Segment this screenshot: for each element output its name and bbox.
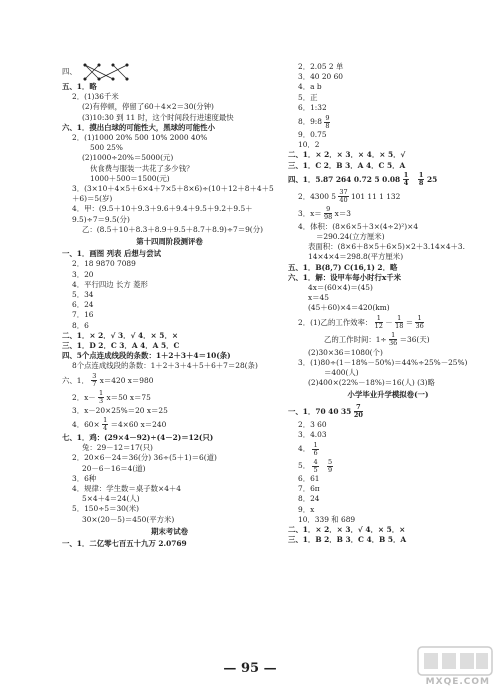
- answer-line: 伙食费与服装一共花了多少钱？: [90, 163, 194, 173]
- answer-line: 4x＝(60×4)＝(45): [308, 283, 373, 293]
- answer-line: [62, 389, 277, 406]
- answer-line: 3．(1)80÷(1－18%－50%)＝44%÷25%－25%): [298, 357, 468, 367]
- fraction: [98, 390, 104, 405]
- fraction: [312, 442, 318, 457]
- denominator: 4: [403, 179, 409, 188]
- answer-line: (2)有停顿，停留了60＋4×2＝30(分钟): [82, 102, 214, 112]
- answer-line: x＝45: [308, 293, 329, 303]
- numerator: 9: [325, 113, 330, 122]
- answer-line: 3．x－20×25%＝20 x＝25: [72, 405, 168, 415]
- numerator: 1: [375, 315, 383, 323]
- item-text: ＝4×60 x＝240: [110, 419, 167, 429]
- numerator: 1: [415, 315, 423, 323]
- fraction: [102, 417, 108, 432]
- answer-line: [288, 331, 488, 348]
- answer-line: 3．(3×10＋4×5＋6×4＋7×5＋8×6)÷(10＋12＋8＋4＋5＋6)＝5(岁): [72, 184, 274, 204]
- denominator: 20: [353, 411, 363, 420]
- answer-line: 5．正: [298, 92, 318, 102]
- answer-line: 7．6π: [298, 484, 320, 494]
- item-text: 四、1．5.87 264 0.72 5 0.08: [288, 174, 403, 184]
- fraction: [389, 332, 397, 347]
- answer-line: 14×4×4＝298.8(平方厘米): [308, 252, 404, 262]
- answer-line: 乙：(8.5＋10＋8.3＋8.9＋9.5＋8.7＋8.9)÷7＝9(分): [82, 224, 263, 234]
- answer-line: 二、1．× 2．× 3．× 4．× 5．√: [288, 150, 406, 160]
- item-text: 3．x＝: [298, 208, 322, 218]
- denominator: 7: [92, 380, 97, 389]
- answer-line: [288, 113, 488, 130]
- answer-line: ＝400(人): [324, 368, 359, 378]
- answer-line: 3．4.03: [298, 429, 327, 439]
- answer-line: 七、1．鸡：(29×4－92)÷(4－2)＝12(只): [62, 432, 214, 442]
- answer-line: 三、1．C 2．B 3．A 4．C 5．A: [288, 160, 406, 170]
- answer-line: 三、1．D 2．C 3．A 4．A 5．C: [62, 341, 180, 351]
- answer-line: 五、1．略: [62, 82, 97, 91]
- fraction: [324, 206, 332, 221]
- numerator: 37: [339, 188, 348, 197]
- answer-line: [288, 457, 488, 474]
- answer-line: [62, 416, 277, 433]
- numerator: 1: [313, 440, 318, 449]
- numerator: 7: [354, 404, 363, 412]
- answer-line: (2)400×(22%－18%)＝16(人) (3)略: [308, 378, 435, 388]
- numerator: 1: [418, 171, 424, 180]
- answer-line: (45＋60)×4＝420(km): [308, 303, 390, 313]
- answer-line: [288, 171, 488, 188]
- answer-line: 10．339 和 689: [298, 514, 356, 524]
- answer-line: (3)10:30 到 11 时，这个时间段行进速度最快: [82, 112, 234, 122]
- answer-line: 3．20: [72, 269, 94, 279]
- fraction: [415, 315, 423, 330]
- denominator: 12: [374, 322, 383, 331]
- answer-line: 5．34: [72, 290, 94, 300]
- answer-line: 1000＋500＝1500(元): [90, 173, 170, 183]
- fraction: [395, 315, 403, 330]
- item-text: x＝420 x＝980: [99, 375, 154, 385]
- denominator: 8: [325, 121, 330, 130]
- section-title: 第十四周阶段测评卷: [136, 237, 203, 247]
- answer-line: (2)30×36＝1080(个): [308, 347, 383, 357]
- item-text: 8．9:8: [298, 117, 325, 127]
- answer-line: 6．24: [72, 300, 94, 310]
- item-text: 25: [426, 174, 438, 184]
- answer-line: 四、5个点连成线段的条数：1＋2＋3＋4＝10(条): [62, 351, 231, 361]
- denominator: 98: [324, 213, 333, 222]
- answer-line: 10．2: [298, 140, 320, 150]
- matching-answer: [62, 62, 277, 82]
- fraction: [418, 172, 425, 187]
- answer-line: 8个点连成线段的条数：1＋2＋3＋4＋5＋6＋7＝28(条): [72, 361, 258, 371]
- section-title: 期末考试卷: [151, 526, 188, 536]
- numerator: 9: [324, 206, 332, 214]
- item-text: 4．: [298, 444, 311, 454]
- answer-line: 2．18 9870 7089: [72, 259, 136, 269]
- answer-line: 8．6: [72, 320, 89, 330]
- answer-line: 4．规律：学生数＝桌子数×4＋4: [72, 483, 181, 493]
- answer-line: 2．20×6－24＝36(分) 36÷(5＋1)＝6(道): [72, 453, 217, 463]
- section-title: 小学毕业升学模拟卷(一): [347, 390, 429, 400]
- page-number: — 95 —: [223, 661, 277, 676]
- numerator: 1: [99, 389, 104, 398]
- answer-line: 2．(1)36千米: [72, 92, 119, 102]
- answer-line: (2)1000÷20%＝5000(元): [82, 153, 174, 163]
- answer-line: 六、1．摸出白球的可能性大，黑球的可能性小: [62, 122, 215, 132]
- answer-line: 8．24: [298, 494, 320, 504]
- fraction: [91, 373, 97, 388]
- answer-line: 30×(20－5)＝450(平方米): [82, 514, 175, 524]
- answer-line: 三、1．B 2．B 3．C 4．B 5．A: [288, 535, 407, 545]
- answer-line: 4．a b: [298, 82, 322, 92]
- item-text: 4．60×: [72, 419, 100, 429]
- denominator: 8: [418, 179, 424, 188]
- fraction: [403, 172, 410, 187]
- answer-line: ＝290.24(立方厘米): [316, 232, 385, 242]
- answer-line: 5．150÷5＝30(米): [72, 504, 140, 514]
- numerator: 3: [92, 372, 97, 381]
- item-text: x＝50 x＝75: [106, 392, 151, 402]
- item-text: 乙的工作时间：1÷: [324, 334, 387, 344]
- fraction: [354, 404, 363, 419]
- numerator: 5: [327, 457, 333, 466]
- numerator: 1: [103, 416, 108, 425]
- item-text: 101 11 1 132: [350, 191, 401, 201]
- answer-line: [288, 314, 488, 331]
- item-text: ＝36(天): [399, 334, 430, 344]
- answer-line: [288, 205, 488, 222]
- answer-line: 6．1:32: [298, 102, 327, 112]
- denominator: 18: [395, 322, 404, 331]
- section-label: 四、: [62, 67, 77, 76]
- denominator: 6: [313, 448, 318, 457]
- answer-line: 7．16: [72, 310, 94, 320]
- answer-line: 3．6种: [72, 473, 97, 483]
- numerator: 1: [403, 171, 409, 180]
- denominator: 9: [327, 465, 333, 474]
- matching-lines-diagram: [79, 62, 139, 82]
- answer-line: [62, 372, 277, 389]
- item-text: 一、1．70 40 35: [288, 406, 354, 416]
- answer-line: 2．(1)1000 20% 500 10% 2000 40%: [72, 133, 208, 143]
- fraction: [312, 459, 318, 474]
- numerator: 4: [313, 457, 318, 466]
- item-text: ＝: [405, 317, 414, 327]
- answer-line: 9．x: [298, 504, 315, 514]
- answer-line: 表面积：(8×6＋8×5＋6×5)×2＋3.14×4＋3.: [308, 242, 465, 252]
- item-text: 2．(1)乙的工作效率：: [298, 317, 373, 327]
- answer-line: [288, 403, 488, 420]
- answer-line: 3．40 20 60: [298, 72, 344, 82]
- fraction: [338, 189, 348, 204]
- left-column: [62, 62, 277, 549]
- answer-line: [288, 188, 488, 205]
- item-text: 2．4300 5: [298, 191, 336, 201]
- denominator: 4: [103, 424, 108, 433]
- numerator: 1: [395, 315, 403, 323]
- answer-line: 一、1．二亿零七百五十九万 2.0769: [62, 538, 187, 548]
- item-text: x＝3: [334, 208, 351, 218]
- answer-line: 一、1．画图 列表 后想与尝试: [62, 249, 161, 259]
- answer-line: 兔：29－12＝17(只): [82, 443, 153, 453]
- answer-line: 2．3 60: [298, 419, 327, 429]
- denominator: 36: [415, 322, 424, 331]
- answer-line: 9．0.75: [298, 130, 327, 140]
- denominator: 36: [389, 339, 398, 348]
- denominator: 3: [99, 397, 104, 406]
- answer-line: 二、1．× 2．√ 3．√ 4．× 5．×: [62, 330, 179, 340]
- answer-line: 4．平行四边 长方 菱形: [72, 279, 148, 289]
- watermark-text: MXQE.COM: [425, 677, 490, 687]
- item-text: 2．x－: [72, 392, 96, 402]
- answer-line: 6．61: [298, 474, 320, 484]
- item-text: －: [385, 317, 393, 327]
- answer-line: 五、1．B(8,7) C(16,1) 2．略: [288, 262, 398, 272]
- answer-line: 500 25%: [90, 143, 123, 153]
- item-text: 5．: [298, 461, 311, 471]
- answer-line: 2．2.05 2 单: [298, 62, 344, 71]
- right-column: [288, 62, 488, 546]
- denominator: 40: [339, 196, 348, 205]
- answer-line: 20－6－16＝4(道): [82, 463, 146, 473]
- item-label: 六、1．: [62, 375, 89, 385]
- answer-line: 4．体积：(8×6×5＋3×(4÷2)²)×4: [298, 221, 419, 231]
- fraction: [375, 315, 383, 330]
- answer-line: 4．甲：(9.5＋10＋9.3＋9.6＋9.4＋9.5＋9.2＋9.5＋9.5)÷7＝9.5(分): [72, 204, 253, 224]
- answer-line: 六、1．解：设甲车每小时行x千米: [288, 272, 402, 282]
- fraction: [324, 115, 330, 130]
- answer-line: [288, 440, 488, 457]
- fraction: [327, 459, 333, 474]
- answer-line: 二、1．× 2．× 3．√ 4．× 5．×: [288, 525, 406, 535]
- denominator: 5: [313, 465, 318, 474]
- answer-line: 5×4＋4＝24(人): [82, 494, 140, 504]
- numerator: 1: [389, 332, 397, 340]
